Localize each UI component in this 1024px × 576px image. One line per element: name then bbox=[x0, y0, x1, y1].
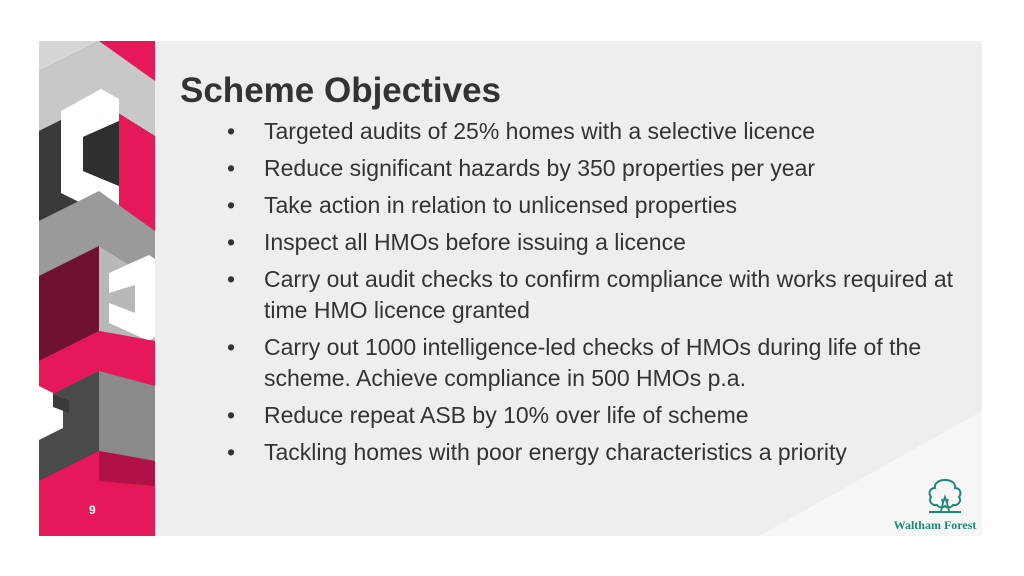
objective-item: • Reduce significant hazards by 350 properties per year bbox=[227, 153, 962, 184]
logo-text: Waltham Forest bbox=[893, 518, 977, 532]
objective-item: • Inspect all HMOs before issuing a licence bbox=[227, 227, 962, 258]
waltham-forest-logo bbox=[885, 477, 982, 535]
objective-item: • Tackling homes with poor energy characteristics a priority bbox=[227, 437, 962, 468]
page-number: 9 bbox=[89, 503, 96, 517]
objectives-list bbox=[227, 116, 962, 474]
objective-item: • Reduce repeat ASB by 10% over life of scheme bbox=[227, 400, 962, 431]
tree-icon bbox=[925, 477, 965, 515]
objective-item: • Targeted audits of 25% homes with a selective licence bbox=[227, 116, 962, 147]
objective-item: • Carry out 1000 intelligence-led checks of HMOs during life of the scheme. Achieve compliance in 500 HMOs p.a. bbox=[227, 332, 962, 394]
slide-title: Scheme Objectives bbox=[180, 71, 501, 110]
objective-item: • Take action in relation to unlicensed properties bbox=[227, 190, 962, 221]
objective-item: • Carry out audit checks to confirm compliance with works required at time HMO licence granted bbox=[227, 264, 962, 326]
slide bbox=[39, 41, 982, 536]
decorative-strip bbox=[39, 41, 155, 536]
